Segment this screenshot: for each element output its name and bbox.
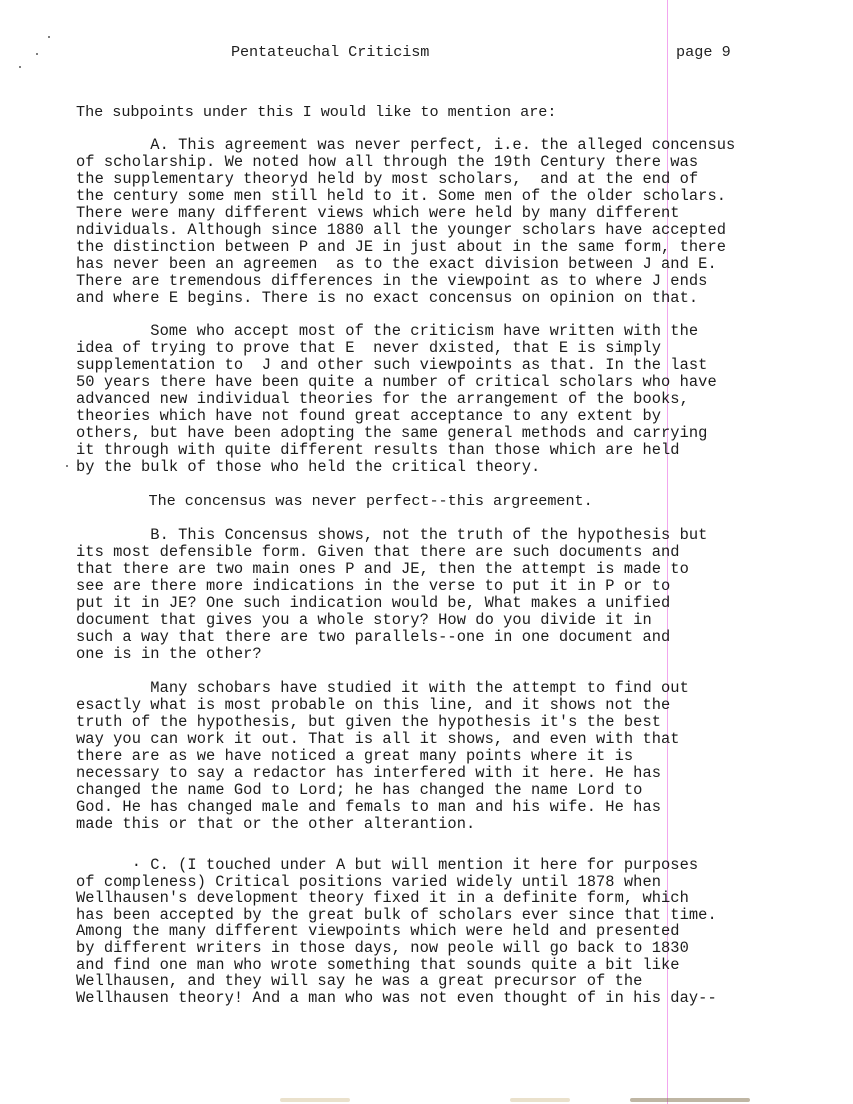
text-line: such a way that there are two parallels--one in one document and [76, 628, 671, 646]
scan-speck [48, 36, 50, 38]
text-line: way you can work it out. That is all it shows, and even with that [76, 730, 680, 748]
text-line: has never been an agreemen as to the exact division between J and E. [76, 255, 717, 273]
text-line: that there are two main ones P and JE, then the attempt is made to [76, 560, 689, 578]
scan-smudge [630, 1098, 750, 1102]
text-line: God. He has changed male and femals to man and his wife. He has [76, 798, 662, 816]
text-line: Wellhausen theory! And a man who was not even thought of in his day-- [76, 989, 717, 1007]
text-line: there are as we have noticed a great many points where it is [76, 747, 634, 765]
text-line: truth of the hypothesis, but given the hypothesis it's the best [76, 713, 662, 731]
text-line: of scholarship. We noted how all through the 19th Century there was [76, 153, 699, 171]
text-line: others, but have been adopting the same general methods and carrying [76, 424, 708, 442]
text-line: by the bulk of those who held the critical theory. [76, 458, 541, 476]
intro-line: The subpoints under this I would like to mention are: [76, 103, 557, 121]
text-line: the distinction between P and JE in just about in the same form, there [76, 238, 727, 256]
text-line: and find one man who wrote something that sounds quite a bit like [76, 956, 680, 974]
text-line: one is in the other? [76, 645, 262, 663]
page-number: page 9 [676, 43, 731, 61]
text-line: see are there more indications in the verse to put it in P or to [76, 577, 671, 595]
text-line: idea of trying to prove that E never dxisted, that E is simply [76, 339, 662, 357]
text-line: supplementation to J and other such viewpoints as that. In the last [76, 356, 708, 374]
text-line: Wellhausen's development theory fixed it in a definite form, which [76, 889, 689, 907]
text-line: There are tremendous differences in the viewpoint as to where J ends [76, 272, 708, 290]
text-line: changed the name God to Lord; he has changed the name Lord to [76, 781, 643, 799]
text-line: esactly what is most probable on this line, and it shows not the [76, 696, 671, 714]
scan-speck [19, 66, 21, 68]
text-line: · C. (I touched under A but will mention it here for purposes [76, 856, 699, 874]
text-line: made this or that or the other alterantion. [76, 815, 476, 833]
text-line: theories which have not found great acceptance to any extent by [76, 407, 662, 425]
scan-speck [66, 465, 68, 467]
text-line: Wellhausen, and they will say he was a great precursor of the [76, 972, 643, 990]
text-line: of compleness) Critical positions varied widely until 1878 when [76, 873, 662, 891]
text-line: B. This Concensus shows, not the truth of the hypothesis but [76, 526, 708, 544]
text-line: and where E begins. There is no exact concensus on opinion on that. [76, 289, 699, 307]
scan-speck [36, 53, 38, 55]
text-line: A. This agreement was never perfect, i.e. the alleged concensus [76, 136, 736, 154]
text-line: its most defensible form. Given that there are such documents and [76, 543, 680, 561]
text-line: Some who accept most of the criticism have written with the [76, 322, 699, 340]
text-line: Among the many different viewpoints which were held and presented [76, 922, 680, 940]
text-line: ndividuals. Although since 1880 all the younger scholars have accepted [76, 221, 727, 239]
text-line: has been accepted by the great bulk of scholars ever since that time. [76, 906, 717, 924]
text-line: necessary to say a redactor has interfered with it here. He has [76, 764, 662, 782]
text-line: the supplementary theoryd held by most scholars, and at the end of [76, 170, 699, 188]
text-line: the century some men still held to it. Some men of the older scholars. [76, 187, 727, 205]
scan-smudge [510, 1098, 570, 1102]
concensus-line: The concensus was never perfect--this argreement. [76, 492, 593, 510]
page-title: Pentateuchal Criticism [231, 43, 430, 61]
text-line: 50 years there have been quite a number of critical scholars who have [76, 373, 717, 391]
scan-smudge [280, 1098, 350, 1102]
text-line: put it in JE? One such indication would be, What makes a unified [76, 594, 671, 612]
text-line: it through with quite different results than those which are held [76, 441, 680, 459]
text-line: by different writers in those days, now peole will go back to 1830 [76, 939, 689, 957]
text-line: advanced new individual theories for the arrangement of the books, [76, 390, 689, 408]
text-line: There were many different views which were held by many different [76, 204, 680, 222]
text-line: Many schobars have studied it with the attempt to find out [76, 679, 689, 697]
text-line: document that gives you a whole story? How do you divide it in [76, 611, 652, 629]
